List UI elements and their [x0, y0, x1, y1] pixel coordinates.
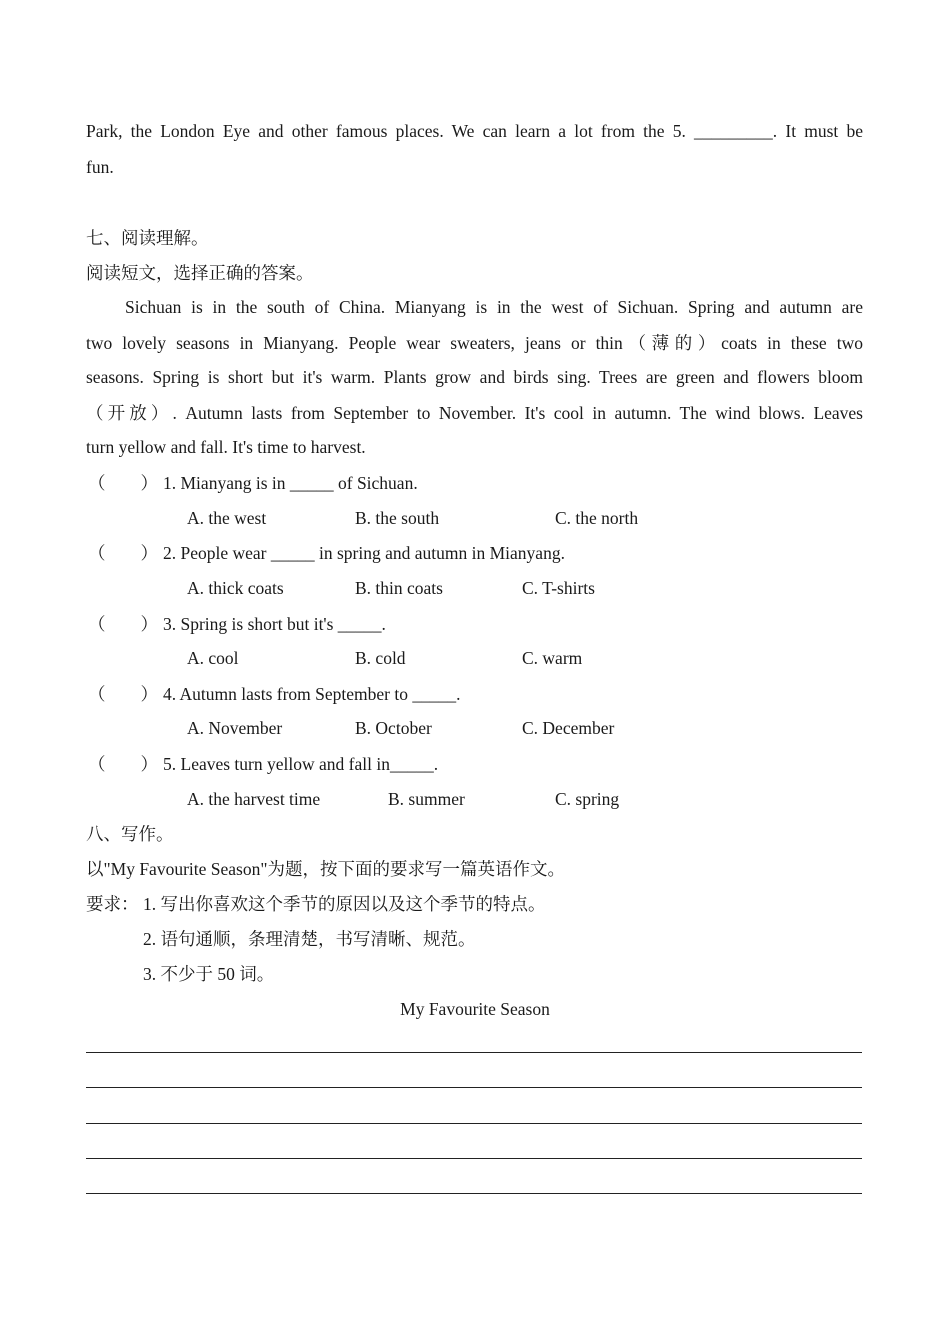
answer-bracket[interactable]: （ ）: [88, 684, 158, 704]
option-b: B. October: [355, 718, 432, 738]
option-c: C. December: [522, 718, 615, 738]
section-7-instruction: 阅读短文，选择正确的答案。: [86, 263, 314, 283]
writing-line[interactable]: [86, 1052, 862, 1053]
requirement-3: 3. 不少于 50 词。: [143, 964, 275, 984]
answer-bracket[interactable]: （ ）: [88, 473, 158, 493]
answer-bracket[interactable]: （ ）: [88, 754, 158, 774]
option-b: B. summer: [388, 789, 465, 809]
requirement-2: 2. 语句通顺，条理清楚，书写清晰、规范。: [143, 929, 476, 949]
option-c: C. spring: [555, 789, 620, 809]
essay-title: My Favourite Season: [400, 999, 550, 1019]
passage-line-2: two lovely seasons in Mianyang. People wear sweaters, jeans or thin（薄的）coats in these two: [86, 333, 863, 353]
option-b: B. thin coats: [355, 578, 443, 598]
intro-line-2: fun.: [86, 157, 114, 177]
writing-prompt: 以"My Favourite Season"为题，按下面的要求写一篇英语作文。: [86, 859, 565, 879]
writing-line[interactable]: [86, 1087, 862, 1088]
section-7-title: 七、阅读理解。: [86, 228, 209, 248]
question-stem: 1. Mianyang is in _____ of Sichuan.: [163, 473, 418, 493]
option-c: C. the north: [555, 508, 639, 528]
passage-line-3: seasons. Spring is short but it's warm. Plants grow and birds sing. Trees are green and flowers bloom: [86, 367, 863, 387]
answer-bracket[interactable]: （ ）: [88, 543, 158, 563]
option-c: C. warm: [522, 648, 583, 668]
option-a: A. the harvest time: [187, 789, 321, 809]
requirements-label: 要求：: [86, 894, 139, 914]
option-a: A. the west: [187, 508, 267, 528]
writing-line[interactable]: [86, 1193, 862, 1194]
option-a: A. November: [187, 718, 283, 738]
option-a: A. cool: [187, 648, 239, 668]
option-b: B. cold: [355, 648, 406, 668]
option-a: A. thick coats: [187, 578, 284, 598]
answer-bracket[interactable]: （ ）: [88, 614, 158, 634]
intro-line-1: Park, the London Eye and other famous places. We can learn a lot from the 5. _________. It must be: [86, 121, 863, 141]
passage-line-1: Sichuan is in the south of China. Mianyang is in the west of Sichuan. Spring and autumn are: [125, 297, 863, 317]
writing-line[interactable]: [86, 1158, 862, 1159]
question-stem: 5. Leaves turn yellow and fall in_____.: [163, 754, 439, 774]
passage-line-5: turn yellow and fall. It's time to harvest.: [86, 437, 366, 457]
passage-line-4: （开放）. Autumn lasts from September to November. It's cool in autumn. The wind blows. Leaves: [86, 403, 863, 423]
question-stem: 2. People wear _____ in spring and autumn in Mianyang.: [163, 543, 565, 563]
option-b: B. the south: [355, 508, 440, 528]
question-stem: 3. Spring is short but it's _____.: [163, 614, 386, 634]
section-8-title: 八、写作。: [86, 824, 174, 844]
question-stem: 4. Autumn lasts from September to _____.: [163, 684, 461, 704]
requirement-1: 1. 写出你喜欢这个季节的原因以及这个季节的特点。: [143, 894, 546, 914]
option-c: C. T-shirts: [522, 578, 595, 598]
writing-line[interactable]: [86, 1123, 862, 1124]
